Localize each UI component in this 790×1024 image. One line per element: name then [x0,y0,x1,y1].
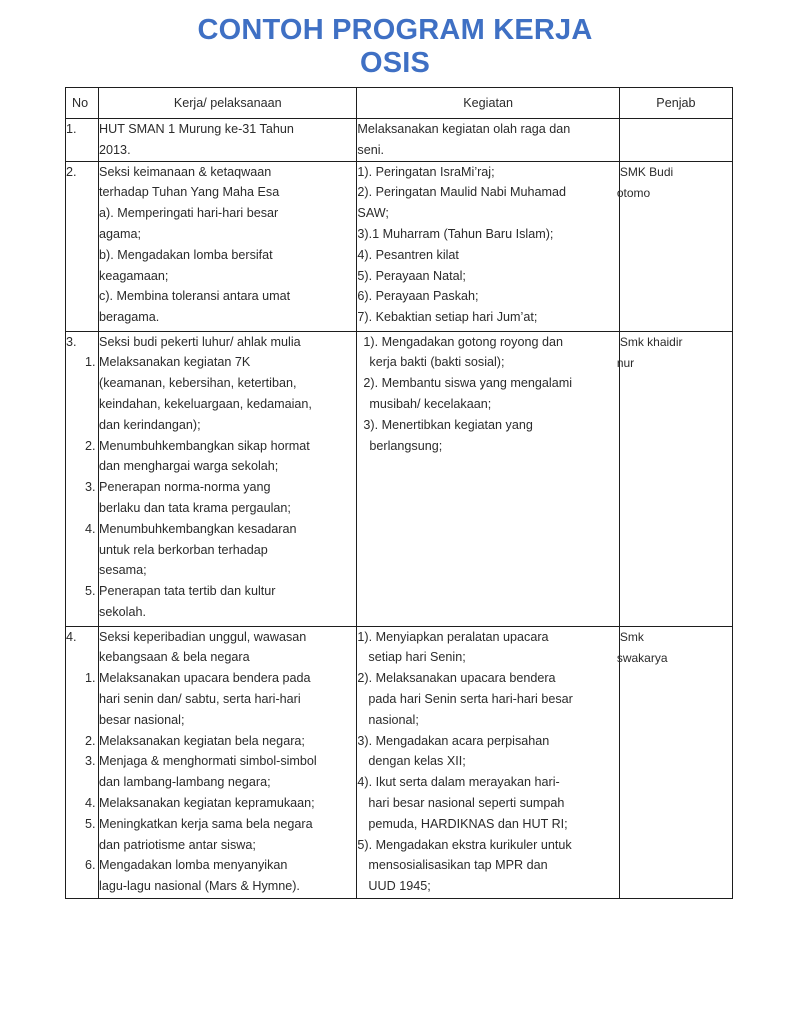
kegiatan-cell-line: 4). Ikut serta dalam merayakan hari- [357,775,560,790]
kegiatan-cell-line: Melaksanakan kegiatan olah raga dan [357,122,571,136]
penjab-cell [616,626,732,898]
kerja-cell [85,626,357,898]
kerja-cell-line: 1. Melaksanakan kegiatan 7K [85,355,251,370]
kerja-cell-line: 4. Melaksanakan kegiatan kepramukaan; [85,795,315,810]
kerja-cell-line: sekolah. [99,604,146,619]
kegiatan-cell-line: berlangsung; [369,438,443,453]
header-no: No [66,88,99,119]
kerja-cell-line: (keamanan, kebersihan, ketertiban, [99,376,297,391]
kerja-cell-line: dan patriotisme antar siswa; [99,837,256,852]
kerja-cell-line: sesama; [99,563,147,578]
kerja-cell-line: beragama. [99,310,160,325]
penjab-cell-line: otomo [616,185,651,200]
kegiatan-cell [357,119,619,162]
kerja-cell-line: Seksi budi pekerti luhur/ ahlak mulia [99,334,301,349]
kegiatan-cell-line: 6). Perayaan Paskah; [357,289,479,304]
table-row [66,161,733,331]
kerja-cell-line: lagu-lagu nasional (Mars & Hymne). [99,879,300,894]
kegiatan-cell-line: 1). Mengadakan gotong royong dan [363,334,563,349]
kerja-cell-line: c). Membina toleransi antara umat [99,289,291,304]
kerja-cell-line: berlaku dan tata krama pergaulan; [99,500,291,515]
kegiatan-cell-line: 2). Melaksanakan upacara bendera [357,671,556,686]
kerja-cell-line: hari senin dan/ sabtu, serta hari-hari [99,691,301,706]
penjab-cell-line: Smk [619,629,644,644]
kerja-cell-line: 2. Menumbuhkembangkan sikap hormat [85,438,310,453]
title-line-2: OSIS [359,47,431,79]
kegiatan-cell-line: 3).1 Muharram (Tahun Baru Islam); [357,226,554,241]
kerja-cell-line: 3. Menjaga & menghormati simbol-simbol [85,754,317,769]
kegiatan-cell-line: 4). Pesantren kilat [357,247,459,262]
kegiatan-cell-line: mensosialisasikan tap MPR dan [368,858,548,873]
row-number: 2. [66,161,99,331]
kerja-cell-line: Seksi keimanaan & ketaqwaan [99,164,272,179]
kerja-cell-line: 2013. [99,142,131,157]
kegiatan-cell-line: musibah/ kecelakaan; [369,396,492,411]
kegiatan-cell-line: UUD 1945; [368,879,431,894]
kegiatan-cell-line: setiap hari Senin; [368,650,466,665]
table-body [66,119,733,899]
kegiatan-cell [357,626,619,898]
row-number: 1. [66,119,99,162]
penjab-cell-line: swakarya [616,650,668,665]
penjab-cell-line: Smk khaidir [619,334,683,349]
kegiatan-cell-line: nasional; [368,712,419,727]
kegiatan-cell-line: seni. [357,142,385,157]
kerja-cell-line: 5. Penerapan tata tertib dan kultur [85,584,276,599]
kegiatan-cell-line: hari besar nasional seperti sumpah [368,795,565,810]
kerja-cell-line: keindahan, kekeluargaan, kedamaian, [99,396,312,411]
header-kegiatan: Kegiatan [357,88,619,119]
kerja-cell [99,119,357,162]
kegiatan-cell-line: pada hari Senin serta hari-hari besar [368,691,573,706]
kerja-cell-line: 1. Melaksanakan upacara bendera pada [85,671,311,686]
table-row [66,331,733,626]
table-row [66,626,733,898]
kegiatan-cell-line: 5). Perayaan Natal; [357,268,466,283]
row-number: 3. [66,331,99,626]
penjab-cell-line: SMK Budi [619,164,674,179]
kerja-cell-line: 2. Melaksanakan kegiatan bela negara; [85,733,305,748]
penjab-cell [619,119,732,162]
kegiatan-cell-line: 2). Peringatan Maulid Nabi Muhamad [357,185,567,200]
kegiatan-cell-line: 2). Membantu siswa yang mengalami [363,376,573,391]
kerja-cell-line: HUT SMAN 1 Murung ke-31 Tahun [99,122,294,136]
kerja-cell-line: dan menghargai warga sekolah; [99,459,279,474]
kerja-cell-line: besar nasional; [99,712,185,727]
kerja-cell-line: 5. Meningkatkan kerja sama bela negara [85,816,313,831]
kerja-cell [85,331,357,626]
kegiatan-cell-line: 3). Menertibkan kegiatan yang [363,417,533,432]
kerja-cell-line: keagamaan; [99,268,169,283]
kegiatan-cell-line: 3). Mengadakan acara perpisahan [357,733,550,748]
kerja-cell-line: Seksi keperibadian unggul, wawasan [99,629,307,644]
kegiatan-cell-line: 5). Mengadakan ekstra kurikuler untuk [357,837,572,852]
kegiatan-cell [357,331,619,626]
document-title [0,14,790,80]
kerja-cell-line: 4. Menumbuhkembangkan kesadaran [85,521,297,536]
kerja-cell-line: dan lambang-lambang negara; [99,775,271,790]
kerja-cell-line: 3. Penerapan norma-norma yang [85,480,271,495]
kerja-cell-line: a). Memperingati hari-hari besar [99,206,279,221]
kerja-cell-line: kebangsaan & bela negara [99,650,250,665]
kerja-cell-line: dan kerindangan); [99,417,201,432]
header-penjab: Penjab [619,88,732,119]
kerja-cell-line: b). Mengadakan lomba bersifat [99,247,273,262]
table-row [66,119,733,162]
kegiatan-cell-line: dengan kelas XII; [368,754,466,769]
kerja-cell-line: 6. Mengadakan lomba menyanyikan [85,858,288,873]
penjab-cell [616,331,732,626]
kegiatan-cell-line: pemuda, HARDIKNAS dan HUT RI; [368,816,568,831]
table-header-row [66,88,733,119]
kegiatan-cell-line: 1). Menyiapkan peralatan upacara [357,629,549,644]
kegiatan-cell-line: kerja bakti (bakti sosial); [369,355,505,370]
kegiatan-cell-line: 1). Peringatan IsraMi’raj; [357,164,495,179]
program-table [65,87,733,899]
penjab-cell [616,161,732,331]
title-line-1: CONTOH PROGRAM KERJA [197,14,593,46]
kerja-cell-line: terhadap Tuhan Yang Maha Esa [99,185,280,200]
kerja-cell [99,161,357,331]
kerja-cell-line: agama; [99,226,142,241]
kerja-cell-line: untuk rela berkorban terhadap [99,542,268,557]
header-kerja: Kerja/ pelaksanaan [99,88,357,119]
row-number: 4. [66,626,99,898]
kegiatan-cell [357,161,619,331]
kegiatan-cell-line: SAW; [357,206,389,221]
kegiatan-cell-line: 7). Kebaktian setiap hari Jum’at; [357,310,538,325]
penjab-cell-line: nur [616,355,635,370]
